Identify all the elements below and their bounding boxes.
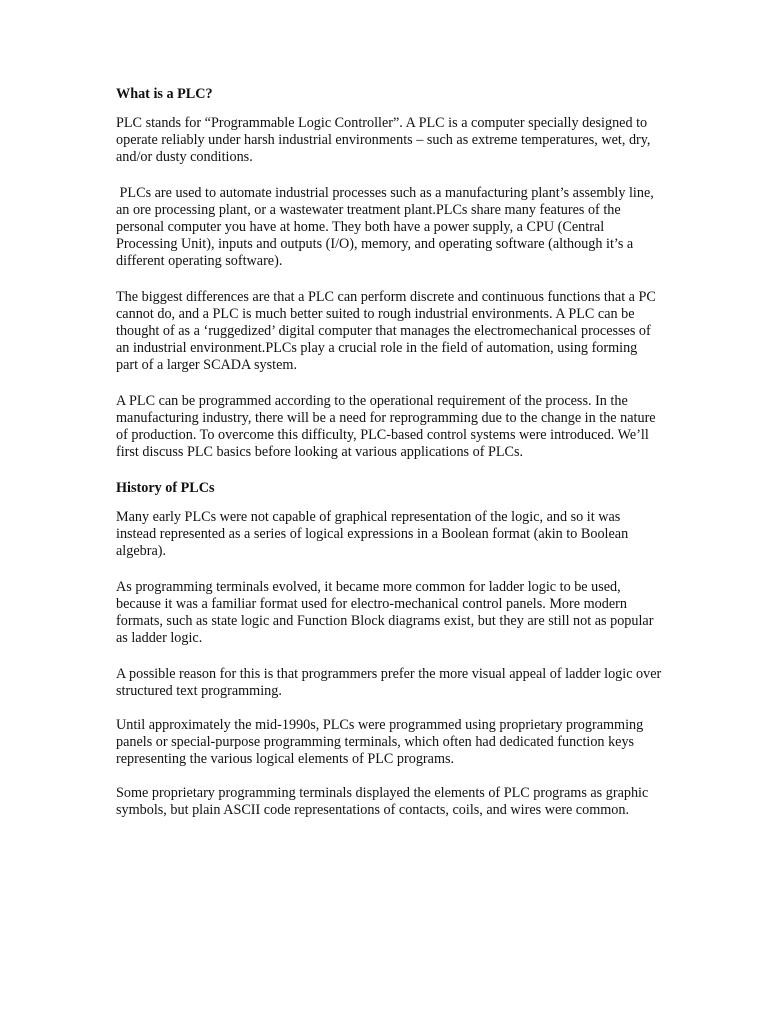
paragraph: The biggest differences are that a PLC can perform discrete and continuous functions that a PC cannot do, and a PLC is much better suited to rough industrial environments. A PLC can be thought of as a ‘ruggedized’ digital computer that manages the electromechanical processes of an industrial environment.PLCs play a crucial role in the field of automation, using forming part of a larger SCADA system. [116, 289, 656, 373]
paragraph: A possible reason for this is that programmers prefer the more visual appeal of ladder logic over structured text programming. [116, 666, 662, 699]
paragraph: PLC stands for “Programmable Logic Controller”. A PLC is a computer specially designed to operate reliably under harsh industrial environments – such as extreme temperatures, wet, dry, and/or dusty conditions. [116, 115, 651, 165]
paragraph: As programming terminals evolved, it became more common for ladder logic to be used, because it was a familiar format used for electro-mechanical control panels. More modern formats, such as state logic and Function Block diagrams exist, but they are still not as popular as ladder logic. [116, 579, 654, 646]
paragraph: A PLC can be programmed according to the operational requirement of the process. In the manufacturing industry, there will be a need for reprogramming due to the change in the nature of production. To overcome this difficulty, PLC-based control systems were introduced. We’ll first discuss PLC basics before looking at various applications of PLCs. [116, 393, 656, 460]
paragraph: Some proprietary programming terminals displayed the elements of PLC programs as graphic symbols, but plain ASCII code representations of contacts, coils, and wires were common. [116, 785, 649, 818]
section-heading-what-is-plc: What is a PLC? [116, 86, 213, 102]
paragraph: Many early PLCs were not capable of graphical representation of the logic, and so it was instead represented as a series of logical expressions in a Boolean format (akin to Boolean algebra). [116, 509, 629, 559]
section-heading-history: History of PLCs [116, 480, 215, 496]
document-body [116, 86, 662, 838]
paragraph: Until approximately the mid-1990s, PLCs were programmed using proprietary programming panels or special-purpose programming terminals, which often had dedicated function keys representing the various logical elements of PLC programs. [116, 717, 644, 767]
paragraph: PLCs are used to automate industrial processes such as a manufacturing plant’s assembly line, an ore processing plant, or a wastewater treatment plant.PLCs share many features of the personal computer you have at home. They both have a power supply, a CPU (Central Processing Unit), inputs and outputs (I/O), memory, and operating software (although it’s a different operating software). [116, 185, 658, 269]
